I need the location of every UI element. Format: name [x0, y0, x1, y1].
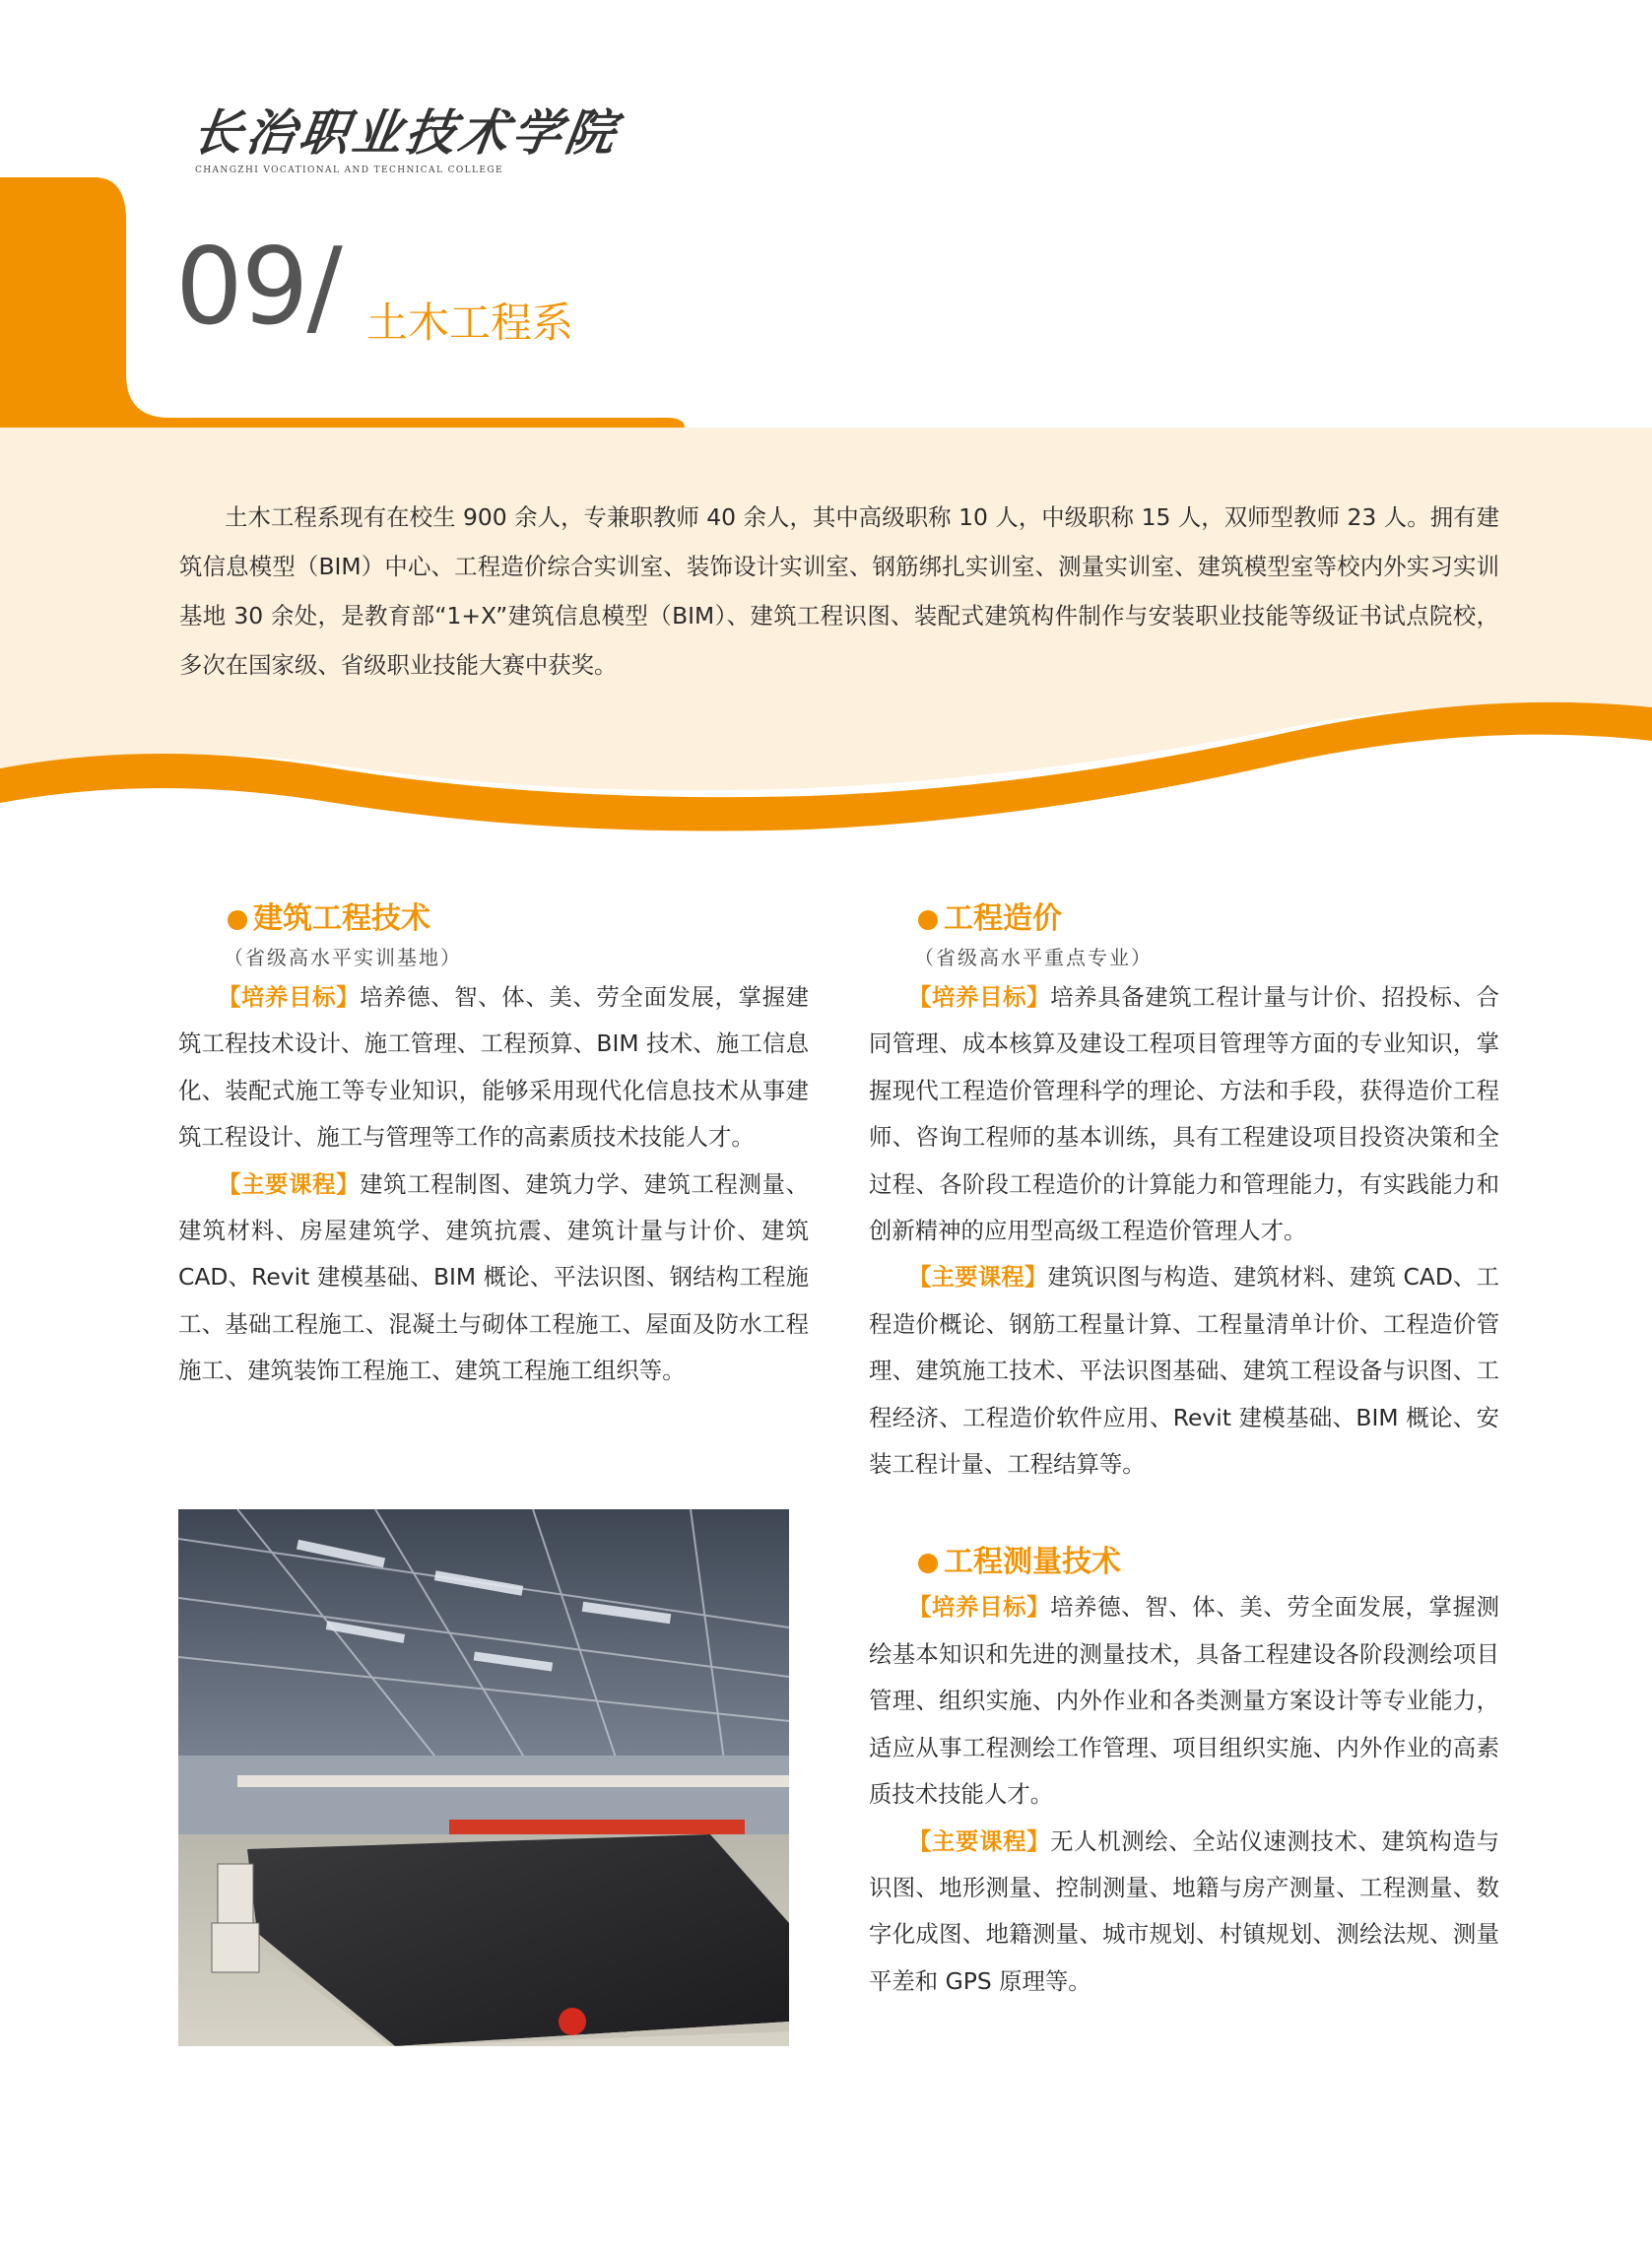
- goal-tag: 【培养目标】: [218, 983, 361, 1011]
- program-goal: [869, 1584, 1499, 1818]
- goal-tag: 【培养目标】: [908, 1593, 1051, 1622]
- bullet-dot-icon: [918, 1554, 938, 1573]
- goal-text: 培养具备建筑工程计量与计价、招投标、合同管理、成本核算及建设工程项目管理等方面的专业知识，掌握现代工程造价管理科学的理论、方法和手段，获得造价工程师、咨询工程师的基本训练，具有工程建设项目投资决策和全过程、各阶段工程造价的计算能力和管理能力，有实践能力和创新精神的应用型高级工程造价管理人才。: [869, 983, 1500, 1245]
- program-courses: [869, 1254, 1499, 1488]
- intro-paragraph: 土木工程系现有在校生 900 余人，专兼职教师 40 余人，其中高级职称 10 人，中级职称 15 人，双师型教师 23 人。拥有建筑信息模型（BIM）中心、工程造价综合实训室、装饰设计实训室、钢筋绑扎实训室、测量实训室、建筑模型室等校内外实习实训基地 30 余处，是教育部“1+X”建筑信息模型（BIM）、建筑工程识图、装配式建筑构件制作与安装职业技能等级证书试点院校，多次在国家级、省级职业技能大赛中获奖。: [179, 503, 1499, 679]
- courses-text: 无人机测绘、全站仪速测技术、建筑构造与识图、地形测量、控制测量、地籍与房产测量、工程测量、数字化成图、地籍测量、城市规划、村镇规划、测绘法规、测量平差和 GPS 原理等。: [869, 1826, 1500, 1995]
- section-title: 土木工程系: [366, 299, 574, 347]
- program-name: 工程造价: [944, 901, 1062, 936]
- program-heading: [918, 1541, 1499, 1584]
- factory-illustration: [178, 1509, 789, 2046]
- program-construction-engineering: [178, 897, 809, 1395]
- goal-text: 培养德、智、体、美、劳全面发展，掌握测绘基本知识和先进的测量技术，具备工程建设各阶段测绘项目管理、组织实施、内外作业和各类测量方案设计等专业能力，适应从事工程测绘工作管理、项目组织实施、内外作业的高素质技术技能人才。: [869, 1593, 1500, 1809]
- program-name: 工程测量技术: [944, 1545, 1121, 1580]
- courses-tag: 【主要课程】: [908, 1826, 1051, 1855]
- program-courses: [178, 1162, 809, 1395]
- department-intro: [179, 493, 1499, 690]
- bullet-dot-icon: [918, 910, 938, 930]
- program-column-right: [869, 897, 1499, 2005]
- goal-tag: 【培养目标】: [908, 983, 1051, 1011]
- bullet-dot-icon: [228, 910, 247, 930]
- program-heading: [918, 897, 1499, 941]
- program-subtitle: （省级高水平重点专业）: [914, 946, 1153, 969]
- courses-text: 建筑识图与构造、建筑材料、建筑 CAD、工程造价概论、钢筋工程量计算、工程量清单计价、工程造价管理、建筑施工技术、平法识图基础、建筑工程设备与识图、工程经济、工程造价软件应用、Revit 建模基础、BIM 概论、安装工程计量、工程结算等。: [869, 1263, 1500, 1479]
- goal-text: 培养德、智、体、美、劳全面发展，掌握建筑工程技术设计、施工管理、工程预算、BIM 技术、施工信息化、装配式施工等专业知识，能够采用现代化信息技术从事建筑工程设计、施工与管理等工作的高素质技术技能人才。: [178, 983, 810, 1152]
- program-subtitle: （省级高水平实训基地）: [224, 946, 462, 969]
- section-number: 09/: [175, 226, 341, 349]
- red-button: [559, 2008, 586, 2035]
- program-goal: [178, 974, 809, 1162]
- courses-text: 建筑工程制图、建筑力学、建筑工程测量、建筑材料、房屋建筑学、建筑抗震、建筑计量与计价、建筑 CAD、Revit 建模基础、BIM 概论、平法识图、钢结构工程施工、基础工程施工、混凝土与砌体工程施工、屋面及防水工程施工、建筑装饰工程施工、建筑工程施工组织等。: [178, 1169, 810, 1385]
- courses-tag: 【主要课程】: [218, 1169, 361, 1198]
- courses-tag: 【主要课程】: [908, 1263, 1048, 1292]
- program-surveying: [869, 1541, 1499, 2005]
- crane-beam: [237, 1775, 789, 1787]
- logo-chinese-name: 长治职业技术学院: [188, 103, 624, 162]
- program-engineering-cost: [869, 897, 1499, 1488]
- program-goal: [869, 974, 1499, 1254]
- factory-floor-photo: [178, 1509, 789, 2046]
- program-courses: [869, 1819, 1499, 2006]
- program-heading: [228, 897, 809, 941]
- control-post: [212, 1864, 259, 1972]
- college-logo: [188, 103, 624, 175]
- program-name: 建筑工程技术: [253, 901, 430, 936]
- logo-english-name: CHANGZHI VOCATIONAL AND TECHNICAL COLLEGE: [195, 166, 503, 175]
